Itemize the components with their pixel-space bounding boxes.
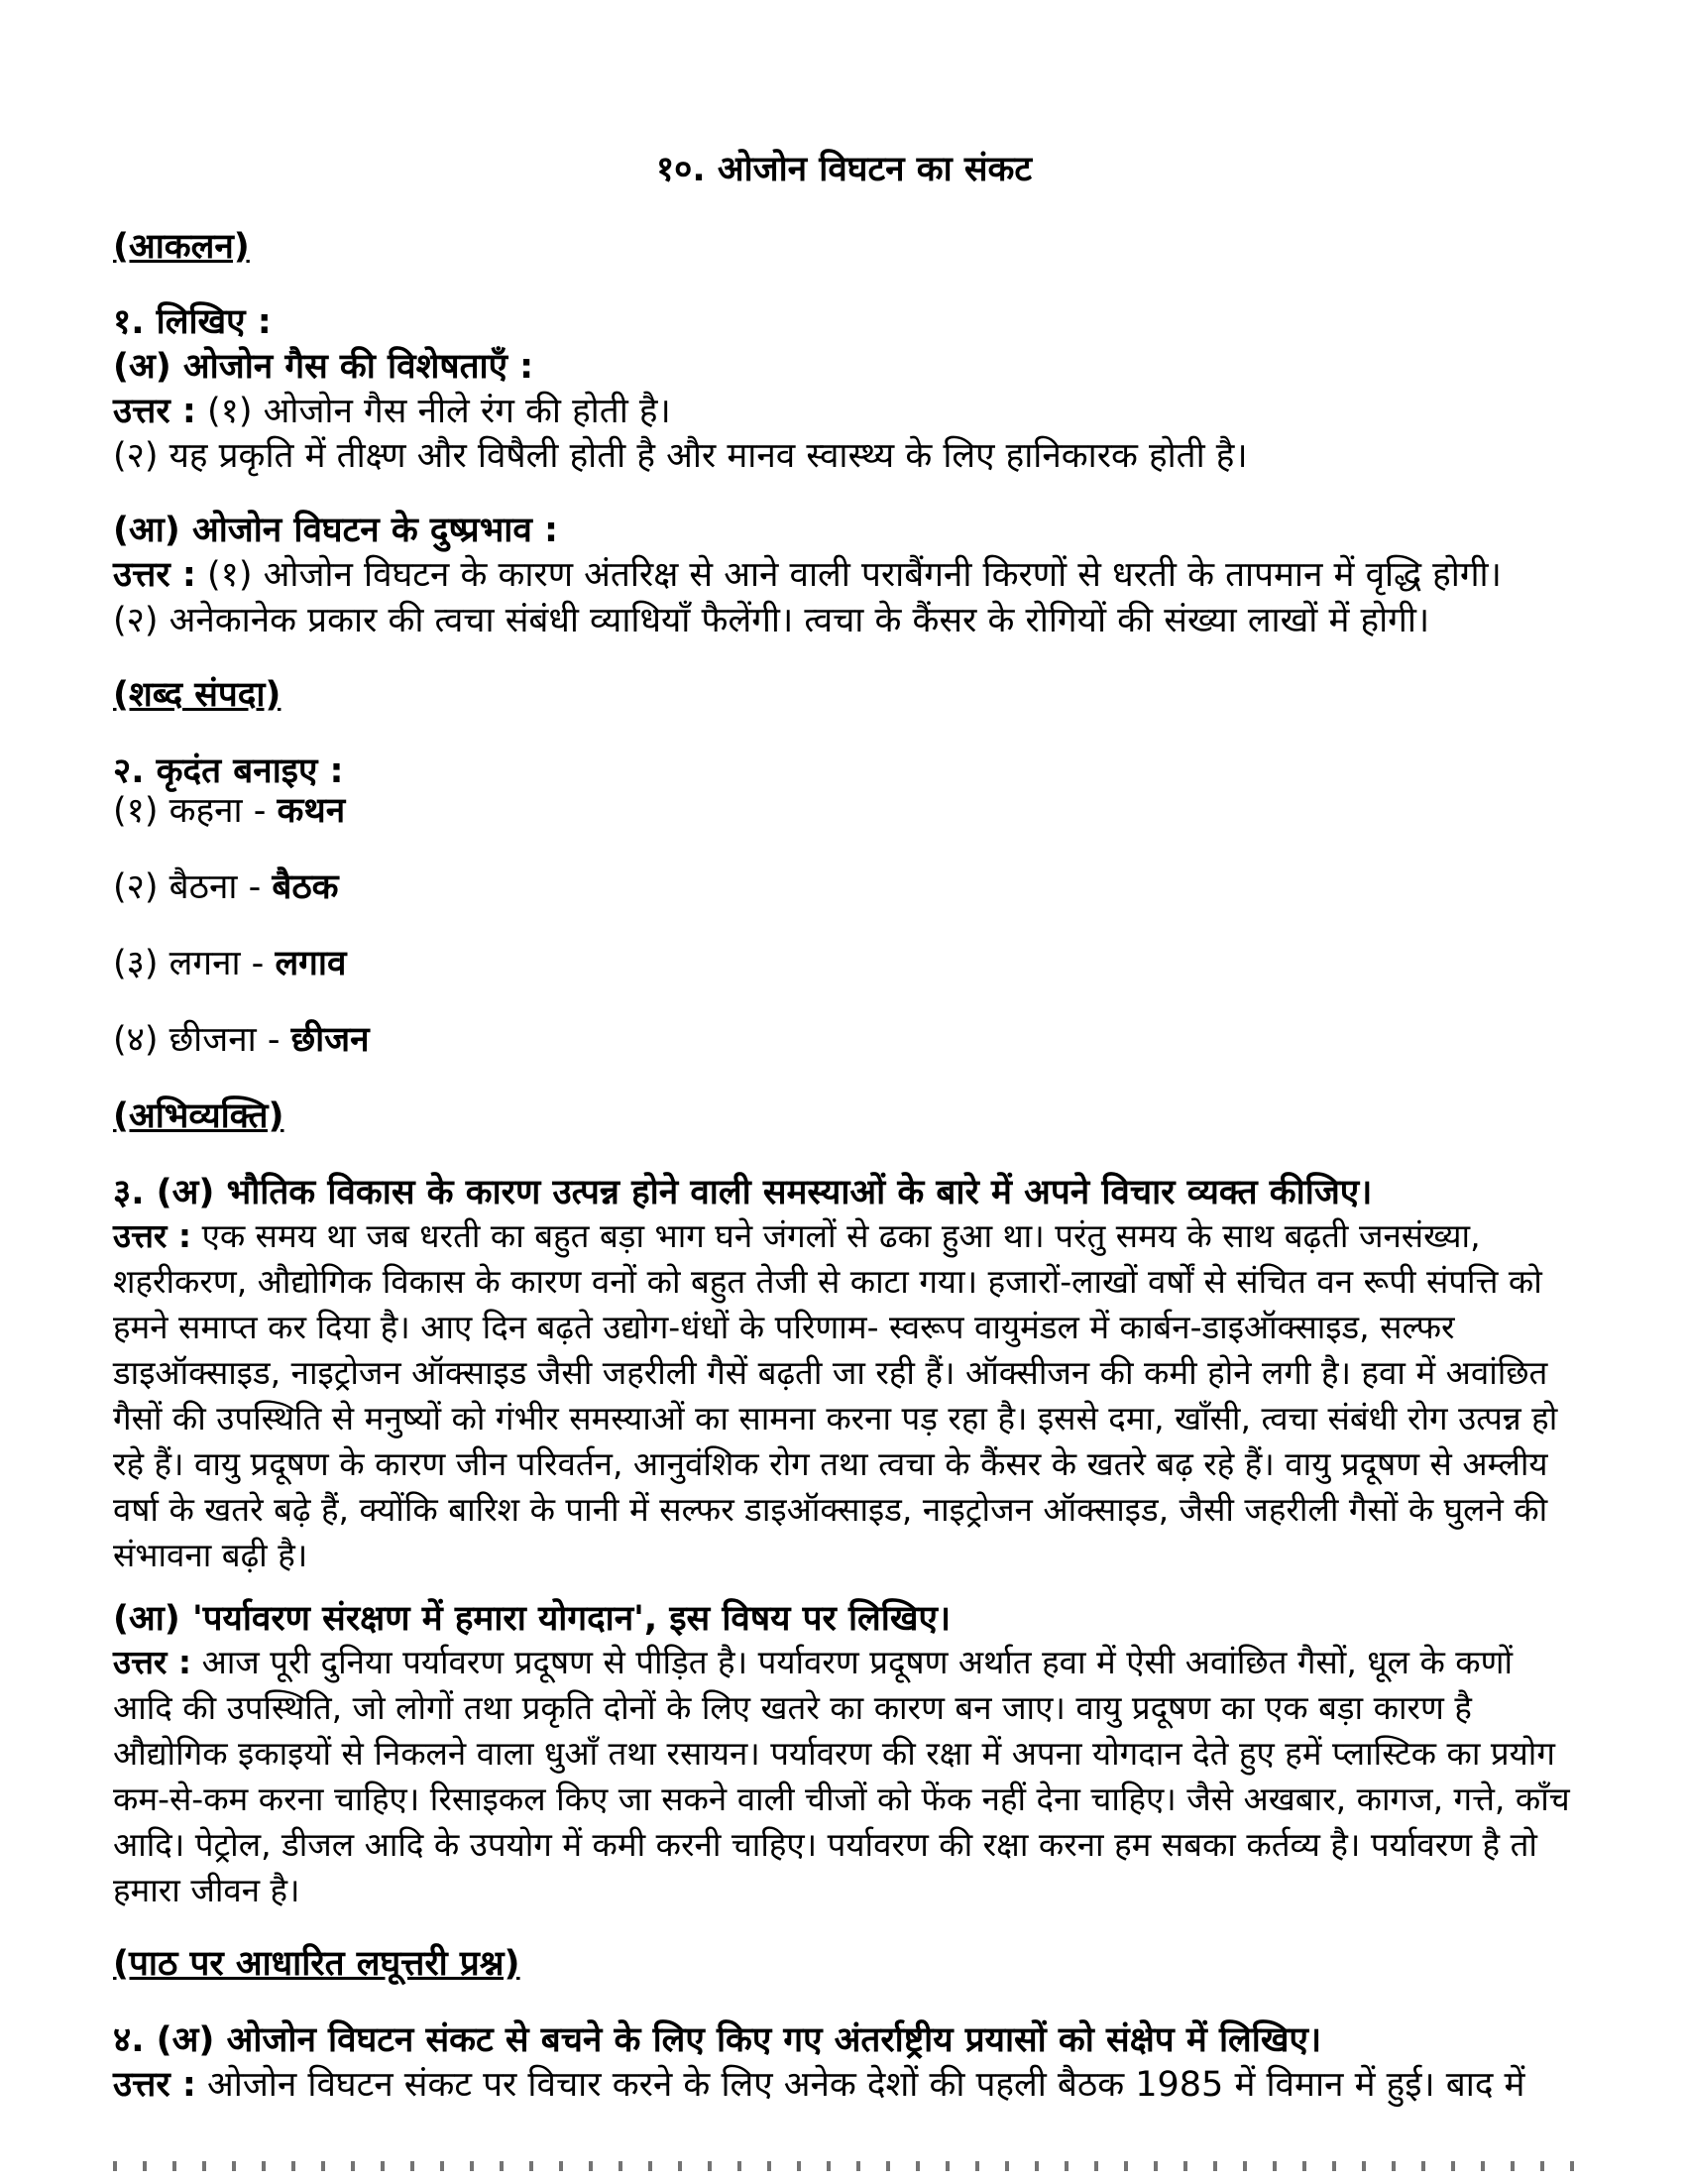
question-1-heading: १. लिखिए : [113, 302, 272, 342]
answer-4a-line-1 [113, 2062, 1524, 2108]
kridant-answer: छीजन [290, 1020, 370, 1060]
answer-1aa-line-2: (२) अनेकानेक प्रकार की त्वचा संबंधी व्याधियाँ फैलेंगी। त्वचा के कैंसर के रोगियों की संख्या लाखों में होगी। [113, 601, 1430, 640]
kridant-prefix: (३) लगना - [113, 944, 276, 983]
answer-label: उत्तर : [113, 2065, 196, 2105]
answer-1a-line-2: (२) यह प्रकृति में तीक्ष्ण और विषैली होती है और मानव स्वास्थ्य के लिए हानिकारक होती है। [113, 436, 1248, 476]
answer-label: उत्तर : [113, 555, 196, 595]
answer-text: आज पूरी दुनिया पर्यावरण प्रदूषण से पीड़ित है। पर्यावरण प्रदूषण अर्थात हवा में ऐसी अवांछित गैसों, धूल के कणों आदि की उपस्थिति, जो लोगों तथा प्रकृति दोनों के लिए खतरे का कारण बन जाए। वायु प्रदूषण का एक बड़ा कारण है औद्योगिक इकाइयों से निकलने वाला धुआँ तथा रसायन। पर्यावरण की रक्षा में अपना योगदान देते हुए हमें प्लास्टिक का प्रयोग कम-से-कम करना चाहिए। रिसाइकल किए जा सकने वाली चीजों को फेंक नहीं देना चाहिए। जैसे अखबार, कागज, गत्ते, काँच आदि। पेट्रोल, डीजल आदि के उपयोग में कमी करनी चाहिए। पर्यावरण की रक्षा करना हम सबका कर्तव्य है। पर्यावरण है तो हमारा जीवन है। [113, 1643, 1570, 1909]
question-3a-title: ३. (अ) भौतिक विकास के कारण उत्पन्न होने वाली समस्याओं के बारे में अपने विचार व्यक्त कीजिए। [113, 1173, 1373, 1212]
section-heading-abhivyakti: (अभिव्यक्ति) [113, 1096, 284, 1136]
kridant-answer: बैठक [272, 867, 339, 907]
answer-text: ओजोन विघटन संकट पर विचार करने के लिए अनेक देशों की पहली बैठक 1985 में विमान में हुई। बाद में [207, 2065, 1525, 2105]
kridant-item-2 [113, 864, 339, 910]
question-1aa-title: (आ) ओजोन विघटन के दुष्प्रभाव : [113, 511, 559, 550]
section-heading-path-prashn: (पाठ पर आधारित लघूत्तरी प्रश्न) [113, 1944, 520, 1984]
answer-text: (१) ओजोन गैस नीले रंग की होती है। [207, 392, 671, 431]
kridant-item-3 [113, 941, 346, 986]
kridant-prefix: (२) बैठना - [113, 867, 273, 907]
kridant-item-1 [113, 788, 345, 834]
kridant-prefix: (४) छीजना - [113, 1020, 291, 1060]
answer-label: उत्तर : [113, 392, 196, 431]
kridant-answer: कथन [277, 791, 346, 831]
page-title: १०. ओजोन विघटन का संकट [655, 150, 1033, 189]
answer-text: (१) ओजोन विघटन के कारण अंतरिक्ष से आने वाली पराबैंगनी किरणों से धरती के तापमान में वृद्धि होगी। [207, 555, 1502, 595]
answer-text: एक समय था जब धरती का बहुत बड़ा भाग घने जंगलों से ढका हुआ था। परंतु समय के साथ बढ़ती जनसंख्या, शहरीकरण, औद्योगिक विकास के कारण वनों को बहुत तेजी से काटा गया। हजारों-लाखों वर्षों से संचित वन रूपी संपत्ति को हमने समाप्त कर दिया है। आए दिन बढ़ते उद्योग-धंधों के परिणाम- स्वरूप वायुमंडल में कार्बन-डाइऑक्साइड, सल्फर डाइऑक्साइड, नाइट्रोजन ऑक्साइड जैसी जहरीली गैसें बढ़ती जा रही हैं। ऑक्सीजन की कमी होने लगी है। हवा में अवांछित गैसों की उपस्थिति से मनुष्यों को गंभीर समस्याओं का सामना करना पड़ रहा है। इससे दमा, खाँसी, त्वचा संबंधी रोग उत्पन्न हो रहे हैं। वायु प्रदूषण के कारण जीन परिवर्तन, आनुवंशिक रोग तथा त्वचा के कैंसर के खतरे बढ़ रहे हैं। वायु प्रदूषण से अम्लीय वर्षा के खतरे बढ़े हैं, क्योंकि बारिश के पानी में सल्फर डाइऑक्साइड, नाइट्रोजन ऑक्साइड, जैसी जहरीली गैसों के घुलने की संभावना बढ़ी है। [113, 1216, 1558, 1574]
answer-1a-line-1 [113, 389, 671, 434]
section-heading-shabd-sampada: (शब्द संपदा) [113, 675, 281, 715]
answer-3a-paragraph [113, 1213, 1580, 1578]
answer-label: उत्तर : [113, 1216, 192, 1255]
kridant-item-4 [113, 1017, 370, 1063]
question-2-heading: २. कृदंत बनाइए : [113, 751, 344, 791]
kridant-prefix: (१) कहना - [113, 791, 278, 831]
question-4a-title: ४. (अ) ओजोन विघटन संकट से बचने के लिए किए गए अंतर्राष्ट्रीय प्रयासों को संक्षेप में लिखिए। [113, 2020, 1322, 2060]
answer-label: उत्तर : [113, 1643, 192, 1681]
question-3aa-title: (आ) 'पर्यावरण संरक्षण में हमारा योगदान', इस विषय पर लिखिए। [113, 1599, 952, 1639]
answer-3aa-paragraph [113, 1640, 1580, 1913]
question-1a-title: (अ) ओजोन गैस की विशेषताएँ : [113, 347, 534, 387]
section-heading-aakalan: (आकलन) [113, 227, 250, 267]
answer-1aa-line-1 [113, 552, 1502, 598]
cut-off-next-line [113, 2161, 1580, 2171]
kridant-answer: लगाव [275, 944, 347, 983]
